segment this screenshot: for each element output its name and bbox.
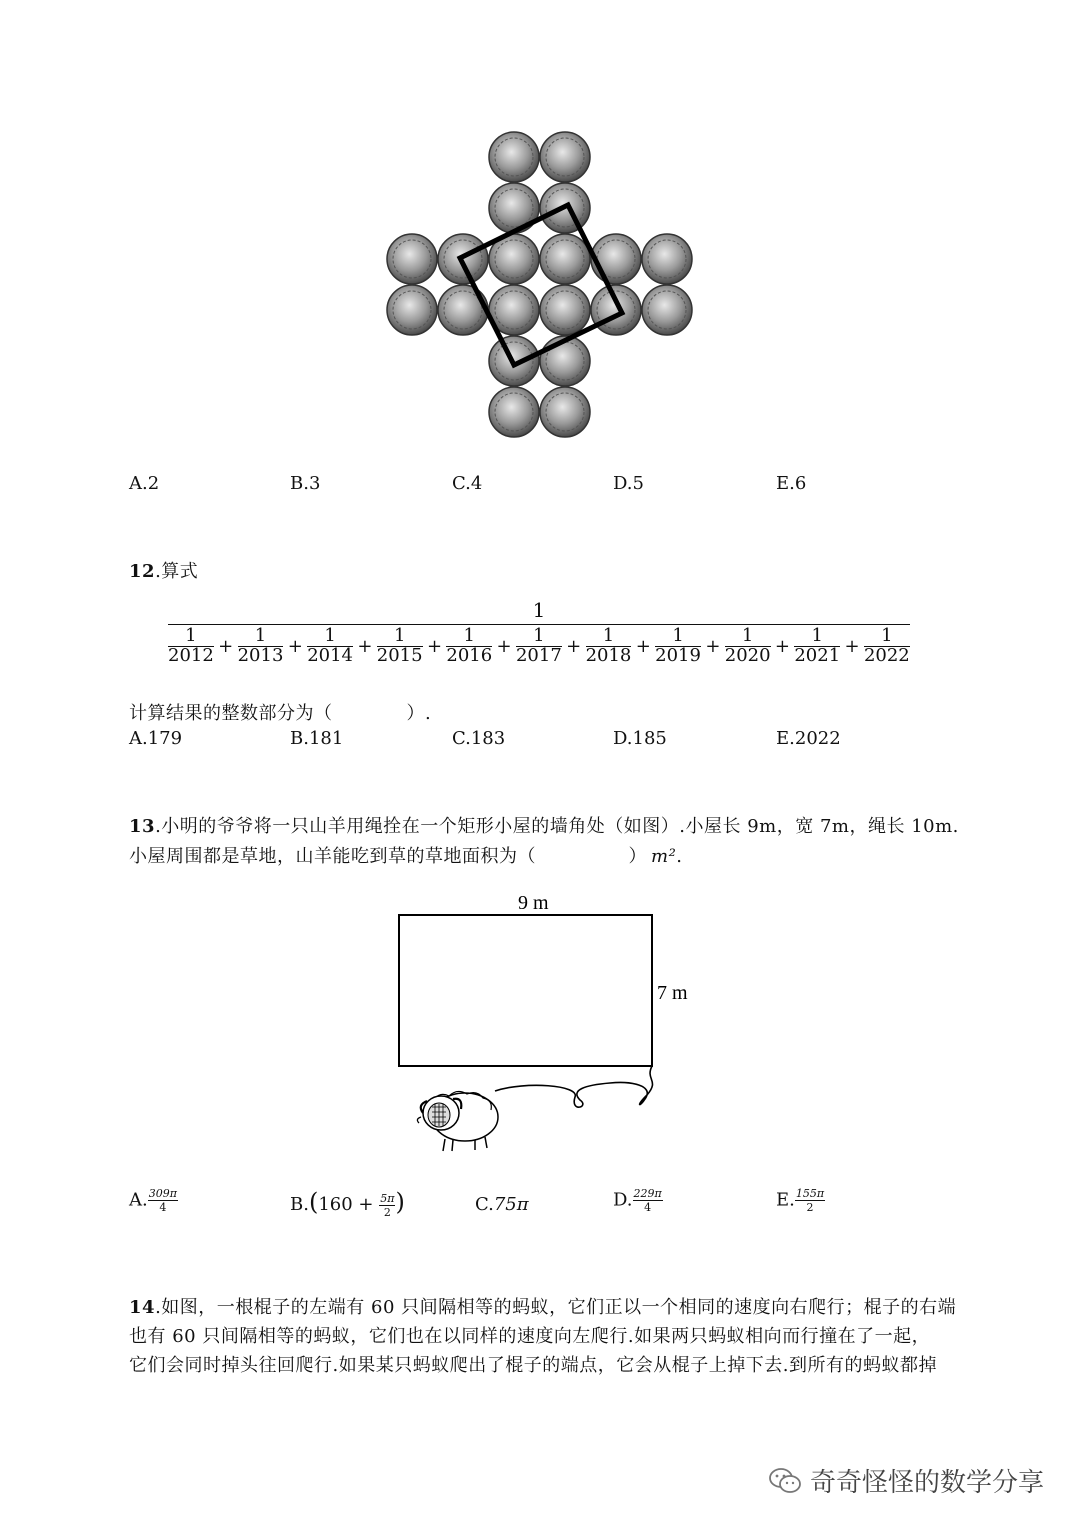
- q14-line1-text: .如图，一根棍子的左端有 60 只间隔相等的蚂蚁，它们正以一个相同的速度向右爬行；棍子的右端: [155, 1297, 957, 1318]
- q13-option-b-num: 5π: [380, 1191, 395, 1205]
- fraction-term: [864, 627, 910, 666]
- q13-option-c-prefix: C.: [475, 1194, 494, 1215]
- coin: [642, 234, 692, 284]
- q12-option-c[interactable]: C.183: [452, 728, 506, 749]
- fraction-term-denominator: 2014: [307, 644, 353, 666]
- fraction-term-numerator: 1: [586, 627, 632, 647]
- q13-option-a[interactable]: [129, 1188, 178, 1213]
- q13-line1: [129, 812, 959, 838]
- coin: [642, 285, 692, 335]
- q13-line2-text: 小屋周围都是草地，山羊能吃到草的草地面积为（ ）: [129, 846, 647, 867]
- q13-unit: m²: [651, 846, 677, 867]
- fraction-term-denominator: 2021: [794, 644, 841, 666]
- fraction-term-denominator: 2016: [446, 644, 493, 666]
- q12-option-d[interactable]: D.185: [613, 728, 667, 749]
- q13-line1-text: .小明的爷爷将一只山羊用绳拴在一个矩形小屋的墙角处（如图）.小屋长 9m，宽 7m，绳长 10m.: [155, 816, 959, 837]
- q13-option-a-num: 309π: [148, 1187, 177, 1200]
- coin: [591, 285, 641, 335]
- q13-option-b-prefix: B.: [290, 1194, 309, 1215]
- fraction-term: [238, 627, 284, 666]
- coin: [387, 234, 437, 284]
- length-label: 9 m: [518, 892, 549, 914]
- q12-numerator: 1: [532, 598, 546, 622]
- plus-sign: +: [774, 635, 790, 657]
- wechat-icon: [768, 1466, 802, 1496]
- q11-option-b[interactable]: B.3: [290, 473, 321, 494]
- coin: [540, 132, 590, 182]
- q13-option-d-prefix: D.: [613, 1189, 633, 1211]
- q13-option-d[interactable]: [613, 1188, 663, 1213]
- q14-line3: 它们会同时掉头往回爬行.如果某只蚂蚁爬出了棍子的端点，它会从棍子上掉下去.到所有的蚂蚁都掉: [129, 1355, 937, 1376]
- q12-prompt: 计算结果的整数部分为（ ）.: [129, 703, 432, 724]
- fraction-term: [516, 627, 562, 666]
- fraction-term: [307, 627, 353, 666]
- fraction-term-numerator: 1: [794, 627, 840, 647]
- q12-option-b[interactable]: B.181: [290, 728, 344, 749]
- coin: [438, 285, 488, 335]
- q13-number: 13: [129, 816, 156, 837]
- rope: [495, 1066, 653, 1107]
- q12-expression: [168, 598, 910, 666]
- house-rectangle: [399, 915, 652, 1066]
- coin-figure: [380, 125, 710, 445]
- fraction-term-numerator: 1: [168, 627, 214, 647]
- coin: [489, 132, 539, 182]
- q13-option-b-den: 2: [383, 1205, 391, 1219]
- q13-option-c[interactable]: [475, 1194, 529, 1215]
- fraction-term: [168, 627, 214, 666]
- watermark-text: 奇奇怪怪的数学分享: [809, 1468, 1044, 1498]
- q14-number: 14: [129, 1297, 156, 1318]
- coin: [540, 336, 590, 386]
- tilted-square: [460, 205, 622, 365]
- fraction-term-numerator: 1: [238, 627, 284, 647]
- q12-option-a[interactable]: A.179: [129, 728, 183, 749]
- q12-number: 12: [129, 561, 156, 582]
- fraction-term-numerator: 1: [307, 627, 353, 647]
- q12-denominator-sum: [168, 625, 910, 666]
- q13-option-e-num: 155π: [795, 1187, 825, 1200]
- q13-option-a-den: 4: [159, 1201, 167, 1214]
- q13-option-c-text: 75π: [493, 1194, 529, 1215]
- fraction-term-denominator: 2020: [724, 644, 771, 666]
- fraction-term: [446, 627, 492, 666]
- plus-sign: +: [287, 635, 303, 657]
- coin: [540, 387, 590, 437]
- plus-sign: +: [705, 635, 721, 657]
- coin: [387, 285, 437, 335]
- fraction-term-denominator: 2015: [376, 644, 423, 666]
- coin: [540, 234, 590, 284]
- fraction-term-denominator: 2013: [237, 644, 284, 666]
- q13-option-d-num: 229π: [633, 1187, 662, 1200]
- q13-line2: 小屋周围都是草地，山羊能吃到草的草地面积为（ ） m².: [129, 846, 683, 867]
- q14-line1: [129, 1293, 956, 1319]
- plus-sign: +: [357, 635, 373, 657]
- q13-option-d-den: 4: [644, 1201, 652, 1214]
- house-goat-figure: [395, 885, 715, 1165]
- q13-option-b-inner: 160 +: [318, 1194, 380, 1215]
- coin: [540, 285, 590, 335]
- plus-sign: +: [496, 635, 512, 657]
- fraction-term-denominator: 2012: [168, 644, 214, 666]
- q11-option-a[interactable]: A.2: [129, 473, 160, 494]
- fraction-term-numerator: 1: [516, 627, 562, 647]
- q13-option-e[interactable]: [776, 1188, 825, 1213]
- fraction-term-numerator: 1: [864, 627, 910, 647]
- q12-option-e[interactable]: E.2022: [776, 728, 841, 749]
- fraction-term: [586, 627, 632, 666]
- width-label: 7 m: [657, 982, 688, 1004]
- goat-icon: [417, 1091, 498, 1151]
- fraction-term-numerator: 1: [446, 627, 492, 647]
- fraction-term: [377, 627, 423, 666]
- q11-option-e[interactable]: E.6: [776, 473, 807, 494]
- q13-option-a-prefix: A.: [129, 1189, 148, 1211]
- q13-option-e-prefix: E.: [776, 1189, 795, 1211]
- fraction-term-denominator: 2017: [515, 644, 562, 666]
- plus-sign: +: [566, 635, 582, 657]
- q13-option-e-den: 2: [806, 1201, 814, 1214]
- q12-title-text: .算式: [155, 561, 199, 582]
- plus-sign: +: [426, 635, 443, 657]
- q14-line2: 也有 60 只间隔相等的蚂蚁，它们也在以同样的速度向左爬行.如果两只蚂蚁相向而行撞在了一起，: [129, 1326, 931, 1347]
- q11-option-c[interactable]: C.4: [452, 473, 483, 494]
- plus-sign: +: [844, 635, 860, 657]
- fraction-term: [725, 627, 771, 666]
- q11-option-d[interactable]: D.5: [613, 473, 644, 494]
- q12-title: [129, 557, 198, 583]
- fraction-term: [655, 627, 701, 666]
- fraction-term-numerator: 1: [655, 627, 701, 647]
- fraction-term-numerator: 1: [377, 627, 423, 647]
- coin: [489, 387, 539, 437]
- plus-sign: +: [635, 635, 651, 657]
- q13-option-b[interactable]: B.(160 + $\frac{5\pi}{2}$ ): [290, 1188, 405, 1219]
- fraction-term-numerator: 1: [725, 627, 771, 647]
- fraction-term-denominator: 2018: [585, 644, 632, 666]
- fraction-term: [794, 627, 840, 666]
- plus-sign: +: [218, 635, 234, 657]
- fraction-term-denominator: 2019: [655, 644, 701, 666]
- fraction-term-denominator: 2022: [863, 644, 910, 666]
- coin: [591, 234, 641, 284]
- watermark: [768, 1462, 1044, 1499]
